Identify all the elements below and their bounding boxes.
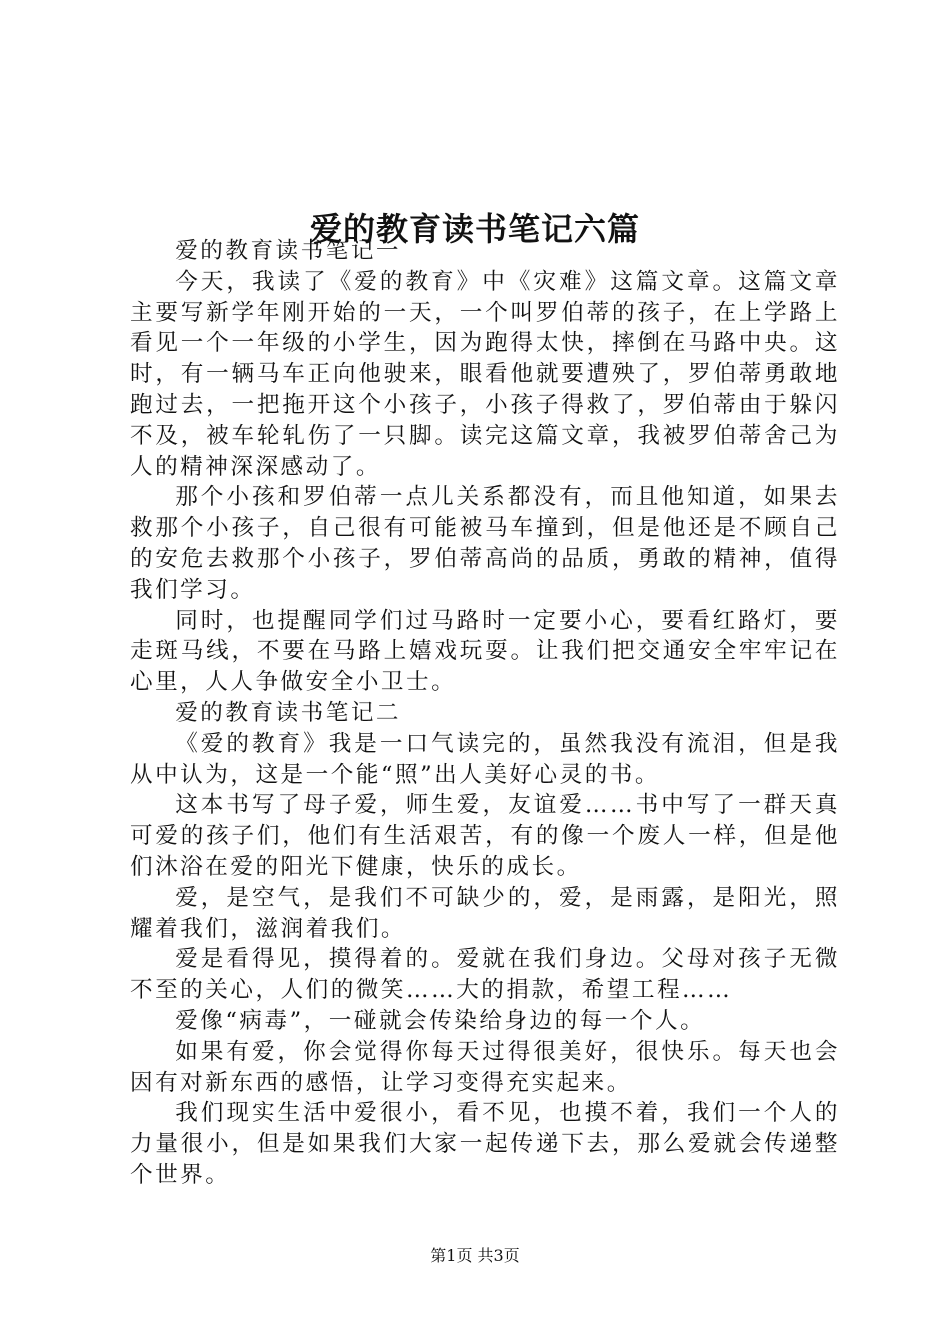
paragraph: 我们现实生活中爱很小，看不见，也摸不着，我们一个人的力量很小，但是如果我们大家一起传递下去，那么爱就会传递整个世界。 [130, 1100, 840, 1188]
paragraph: 爱，是空气，是我们不可缺少的，爱，是雨露，是阳光，照耀着我们，滋润着我们。 [130, 884, 840, 942]
paragraph: 今天，我读了《爱的教育》中《灾难》这篇文章。这篇文章主要写新学年刚开始的一天，一个叫罗伯蒂的孩子，在上学路上看见一个一年级的小学生，因为跑得太快，摔倒在马路中央。这时，有一辆马车正向他驶来，眼看他就要遭殃了，罗伯蒂勇敢地跑过去，一把拖开这个小孩子，小孩子得救了，罗伯蒂由于躲闪不及，被车轮轧伤了一只脚。读完这篇文章，我被罗伯蒂舍己为人的精神深深感动了。 [130, 268, 840, 480]
document-body [130, 236, 840, 1191]
paragraph: 《爱的教育》我是一口气读完的，虽然我没有流泪，但是我从中认为，这是一个能“照”出人美好心灵的书。 [130, 730, 840, 788]
document-title: 爱的教育读书笔记六篇 [309, 210, 640, 249]
page-footer: 第1页 共3页 [430, 1246, 520, 1265]
paragraph: 爱是看得见，摸得着的。爱就在我们身边。父母对孩子无微不至的关心，人们的微笑……大的捐款，希望工程…… [130, 946, 840, 1004]
paragraph: 那个小孩和罗伯蒂一点儿关系都没有，而且他知道，如果去救那个小孩子，自己很有可能被马车撞到，但是他还是不顾自己的安危去救那个小孩子，罗伯蒂高尚的品质，勇敢的精神，值得我们学习。 [130, 484, 840, 603]
paragraph: 爱像“病毒”，一碰就会传染给身边的每一个人。 [175, 1007, 706, 1034]
paragraph: 如果有爱，你会觉得你每天过得很美好，很快乐。每天也会因有对新东西的感悟，让学习变得充实起来。 [130, 1038, 840, 1096]
paragraph: 这本书写了母子爱，师生爱，友谊爱……书中写了一群天真可爱的孩子们，他们有生活艰苦，有的像一个废人一样，但是他们沐浴在爱的阳光下健康，快乐的成长。 [130, 792, 840, 880]
paragraph: 同时，也提醒同学们过马路时一定要小心，要看红路灯，要走斑马线，不要在马路上嬉戏玩耍。让我们把交通安全牢牢记在心里，人人争做安全小卫士。 [130, 607, 840, 696]
section-heading: 爱的教育读书笔记二 [175, 699, 402, 726]
section-heading: 爱的教育读书笔记一 [175, 238, 402, 264]
